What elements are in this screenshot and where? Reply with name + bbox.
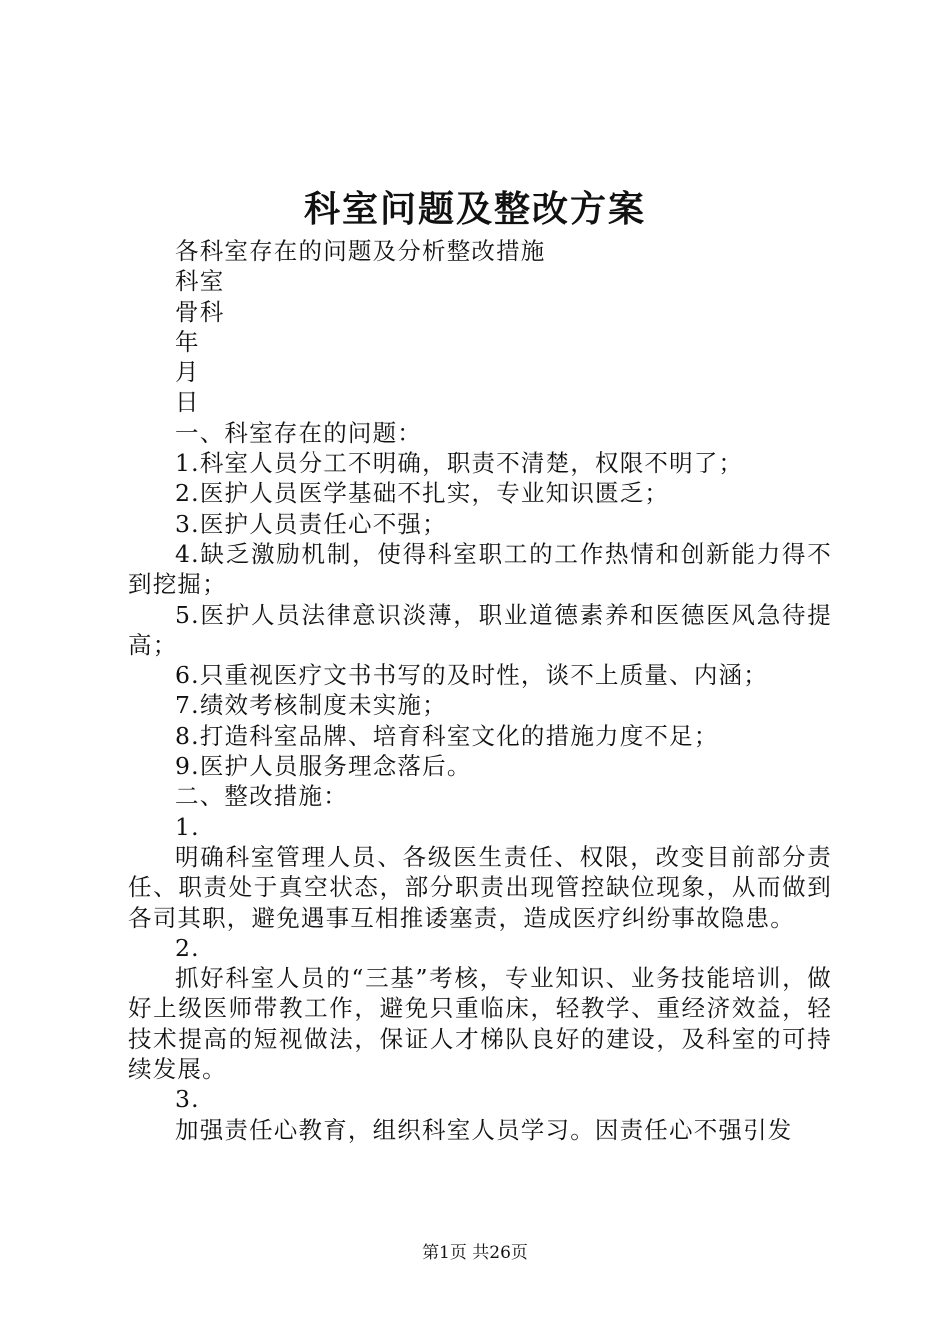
document-title: 科室问题及整改方案	[303, 188, 646, 230]
section-heading-measures: 二、整改措施：	[175, 782, 348, 811]
measure-number-2: 2.	[175, 933, 200, 962]
paragraph-day: 日	[175, 388, 200, 417]
paragraph-department-label: 科室	[175, 267, 225, 296]
paragraph-department-name: 骨科	[175, 297, 225, 326]
problem-item-9: 9.医护人员服务理念落后。	[175, 752, 472, 781]
paragraph-month: 月	[175, 358, 200, 387]
paragraph-subtitle: 各科室存在的问题及分析整改措施	[175, 237, 546, 265]
measure-number-1: 1.	[175, 812, 200, 841]
problem-item-8: 8.打造科室品牌、培育科室文化的措施力度不足；	[175, 721, 719, 750]
measure-number-3: 3.	[175, 1085, 200, 1114]
document-body	[128, 236, 832, 1145]
measure-text-2: 抓好科室人员的“三基”考核，专业知识、业务技能培训，做好上级医师带教工作，避免只重临床，轻教学、重经济效益，轻技术提高的短视做法，保证人才梯队良好的建设，及科室的可持续发展。	[128, 964, 832, 1084]
section-heading-problems: 一、科室存在的问题：	[175, 418, 422, 447]
measure-text-1: 明确科室管理人员、各级医生责任、权限，改变目前部分责任、职责处于真空状态，部分职责出现管控缺位现象，从而做到各司其职，避免遇事互相推诿塞责，造成医疗纠纷事故隐患。	[128, 842, 832, 932]
problem-item-6: 6.只重视医疗文书书写的及时性，谈不上质量、内涵；	[175, 661, 768, 690]
problem-item-4: 4.缺乏激励机制，使得科室职工的工作热情和创新能力得不到挖掘；	[128, 539, 832, 599]
paragraph-year: 年	[175, 327, 200, 356]
measure-text-3: 加强责任心教育，组织科室人员学习。因责任心不强引发	[175, 1115, 793, 1144]
page-footer: 第1页 共26页	[422, 1243, 528, 1263]
problem-item-2: 2.医护人员医学基础不扎实，专业知识匮乏；	[175, 479, 670, 508]
problem-item-7: 7.绩效考核制度未实施；	[175, 691, 447, 720]
problem-item-3: 3.医护人员责任心不强；	[175, 509, 447, 538]
problem-item-5: 5.医护人员法律意识淡薄，职业道德素养和医德医风急待提高；	[128, 600, 832, 659]
problem-item-1: 1.科室人员分工不明确，职责不清楚，权限不明了；	[175, 449, 744, 478]
